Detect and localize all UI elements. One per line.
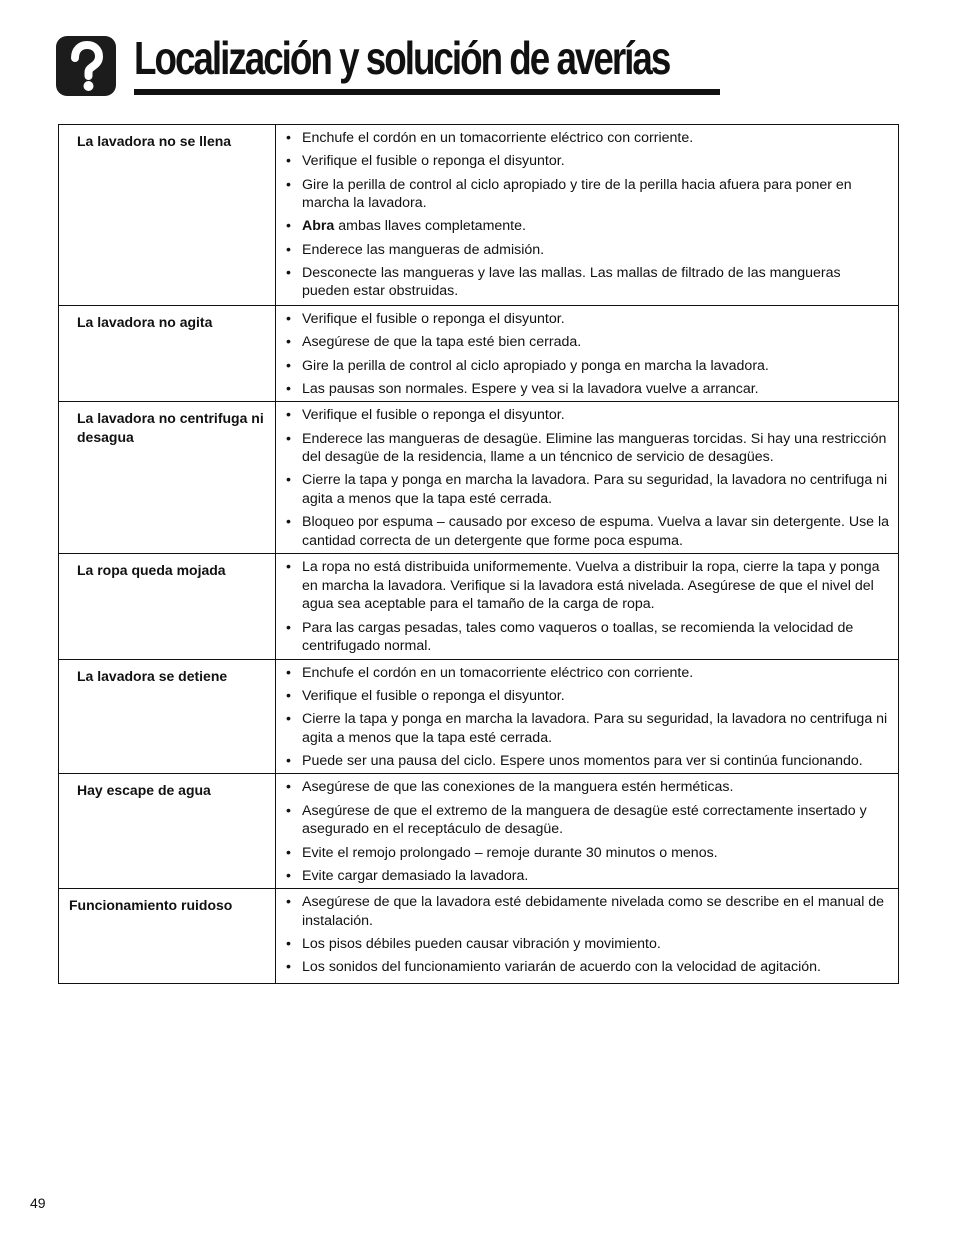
solutions-list bbox=[286, 558, 890, 655]
list-item bbox=[286, 619, 890, 656]
table-row bbox=[59, 554, 899, 659]
problem-label: Funcionamiento ruidoso bbox=[69, 897, 233, 914]
list-item bbox=[286, 778, 890, 797]
solutions-list bbox=[286, 893, 890, 977]
problem-label: La lavadora se detiene bbox=[77, 667, 228, 684]
solution-text: Cierre la tapa y ponga en marcha la lavadora. Para su seguridad, la lavadora no centrifuga ni agita a menos que la tapa esté cerrada. bbox=[302, 472, 888, 507]
list-item bbox=[286, 333, 890, 352]
problem-label: La lavadora no agita bbox=[77, 314, 213, 330]
list-item bbox=[286, 844, 890, 863]
solutions-cell bbox=[276, 659, 899, 774]
troubleshooting-table-body bbox=[59, 125, 899, 984]
solution-text: Los pisos débiles pueden causar vibración y movimiento. bbox=[302, 936, 661, 953]
solution-text: Para las cargas pesadas, tales como vaqueros o toallas, se recomienda la velocidad de centrifugado normal. bbox=[302, 619, 854, 655]
page-title: Localización y solución de averías bbox=[134, 32, 670, 84]
solutions-list bbox=[286, 310, 890, 398]
solution-text: Evite el remojo prolongado – remoje durante 30 minutos o menos. bbox=[302, 844, 718, 861]
list-item bbox=[286, 513, 890, 550]
emphasis-text: Abra bbox=[302, 218, 335, 235]
solutions-list bbox=[286, 129, 890, 301]
list-item bbox=[286, 129, 890, 148]
table-row bbox=[59, 774, 899, 889]
list-item bbox=[286, 893, 890, 930]
list-item bbox=[286, 152, 890, 171]
solutions-cell bbox=[276, 774, 899, 889]
solution-text: Verifique el fusible o reponga el disyuntor. bbox=[302, 153, 565, 170]
list-item bbox=[286, 380, 890, 399]
list-item bbox=[286, 958, 890, 977]
list-item bbox=[286, 664, 890, 683]
solution-text: Enchufe el cordón en un tomacorriente eléctrico con corriente. bbox=[302, 664, 694, 681]
list-item bbox=[286, 687, 890, 706]
table-row bbox=[59, 402, 899, 554]
problem-label: Hay escape de agua bbox=[77, 782, 211, 799]
list-item bbox=[286, 867, 890, 886]
solutions-list bbox=[286, 778, 890, 885]
list-item bbox=[286, 176, 890, 213]
solution-text: Evite cargar demasiado la lavadora. bbox=[302, 867, 529, 884]
problem-cell bbox=[59, 774, 276, 889]
problem-cell bbox=[59, 125, 276, 306]
solutions-list bbox=[286, 664, 890, 771]
solution-text: Desconecte las mangueras y lave las mallas. Las mallas de filtrado de las mangueras pueden estar obstruidas. bbox=[302, 264, 841, 300]
list-item bbox=[286, 430, 890, 467]
solution-text: Asegúrese de que el extremo de la manguera de desagüe esté correctamente insertado y asegurado en el receptáculo de desagüe. bbox=[302, 802, 867, 838]
list-item bbox=[286, 241, 890, 260]
solution-text: Enderece las mangueras de admisión. bbox=[302, 241, 545, 258]
question-mark-icon bbox=[56, 36, 116, 96]
solutions-cell bbox=[276, 554, 899, 659]
problem-cell bbox=[59, 554, 276, 659]
list-item bbox=[286, 710, 890, 747]
problem-cell bbox=[59, 402, 276, 554]
page-number: 49 bbox=[30, 1195, 46, 1211]
problem-label: La ropa queda mojada bbox=[77, 562, 226, 579]
solution-text: Enchufe el cordón en un tomacorriente eléctrico con corriente. bbox=[302, 130, 694, 146]
solution-text: Asegúrese de que las conexiones de la manguera estén herméticas. bbox=[302, 779, 734, 796]
solution-text: Cierre la tapa y ponga en marcha la lavadora. Para su seguridad, la lavadora no centrifuga ni agita a menos que la tapa esté cerrada. bbox=[302, 711, 888, 746]
table-row bbox=[59, 889, 899, 984]
solution-text: ambas llaves completamente. bbox=[334, 218, 526, 235]
list-item bbox=[286, 935, 890, 954]
troubleshooting-table bbox=[58, 124, 899, 984]
solution-text: Verifique el fusible o reponga el disyuntor. bbox=[302, 407, 565, 424]
solution-text: Asegúrese de que la lavadora esté debidamente nivelada como se describe en el manual de instalación. bbox=[302, 894, 885, 929]
solution-text: Puede ser una pausa del ciclo. Espere unos momentos para ver si continúa funcionando. bbox=[302, 752, 863, 769]
solution-text: Verifique el fusible o reponga el disyuntor. bbox=[302, 687, 565, 704]
solutions-cell bbox=[276, 306, 899, 402]
solution-text: Los sonidos del funcionamiento variarán de acuerdo con la velocidad de agitación. bbox=[302, 959, 821, 976]
problem-cell bbox=[59, 889, 276, 984]
page-header bbox=[56, 34, 720, 98]
list-item bbox=[286, 217, 890, 236]
solutions-cell bbox=[276, 402, 899, 554]
list-item bbox=[286, 802, 890, 839]
list-item bbox=[286, 406, 890, 425]
list-item bbox=[286, 471, 890, 508]
list-item bbox=[286, 310, 890, 329]
solutions-list bbox=[286, 406, 890, 550]
list-item bbox=[286, 752, 890, 771]
problem-label: La lavadora no se llena bbox=[77, 133, 232, 149]
list-item bbox=[286, 264, 890, 301]
problem-cell bbox=[59, 306, 276, 402]
table-row bbox=[59, 659, 899, 774]
solution-text: La ropa no está distribuida uniformemente. Vuelva a distribuir la ropa, cierre la tapa y ponga en marcha la lavadora. Verifique si la lavadora está nivelada. Asegúrese de que el nivel del agua sea aceptable para el tamaño de la carga de ropa. bbox=[302, 559, 880, 613]
table-row bbox=[59, 125, 899, 306]
solution-text: Las pausas son normales. Espere y vea si la lavadora vuelve a arrancar. bbox=[302, 380, 759, 397]
solutions-cell bbox=[276, 125, 899, 306]
problem-cell bbox=[59, 659, 276, 774]
solution-text: Asegúrese de que la tapa esté bien cerrada. bbox=[302, 334, 582, 351]
list-item bbox=[286, 558, 890, 614]
solution-text: Bloqueo por espuma – causado por exceso de espuma. Vuelva a lavar sin detergente. Use la cantidad correcta de un detergente que forme poca espuma. bbox=[302, 514, 890, 549]
solution-text: Gire la perilla de control al ciclo apropiado y tire de la perilla hacia afuera para poner en marcha la lavadora. bbox=[302, 176, 852, 212]
solution-text: Verifique el fusible o reponga el disyuntor. bbox=[302, 311, 565, 327]
table-row bbox=[59, 306, 899, 402]
solution-text: Enderece las mangueras de desagüe. Elimine las mangueras torcidas. Si hay una restricción del desagüe de la residencia, llame a un téncnico de servicio de desagües. bbox=[302, 430, 887, 466]
solutions-cell bbox=[276, 889, 899, 984]
list-item bbox=[286, 357, 890, 376]
title-underline bbox=[134, 89, 720, 95]
solution-text: Gire la perilla de control al ciclo apropiado y ponga en marcha la lavadora. bbox=[302, 357, 769, 374]
problem-label: La lavadora no centrifuga ni desagua bbox=[77, 410, 264, 446]
